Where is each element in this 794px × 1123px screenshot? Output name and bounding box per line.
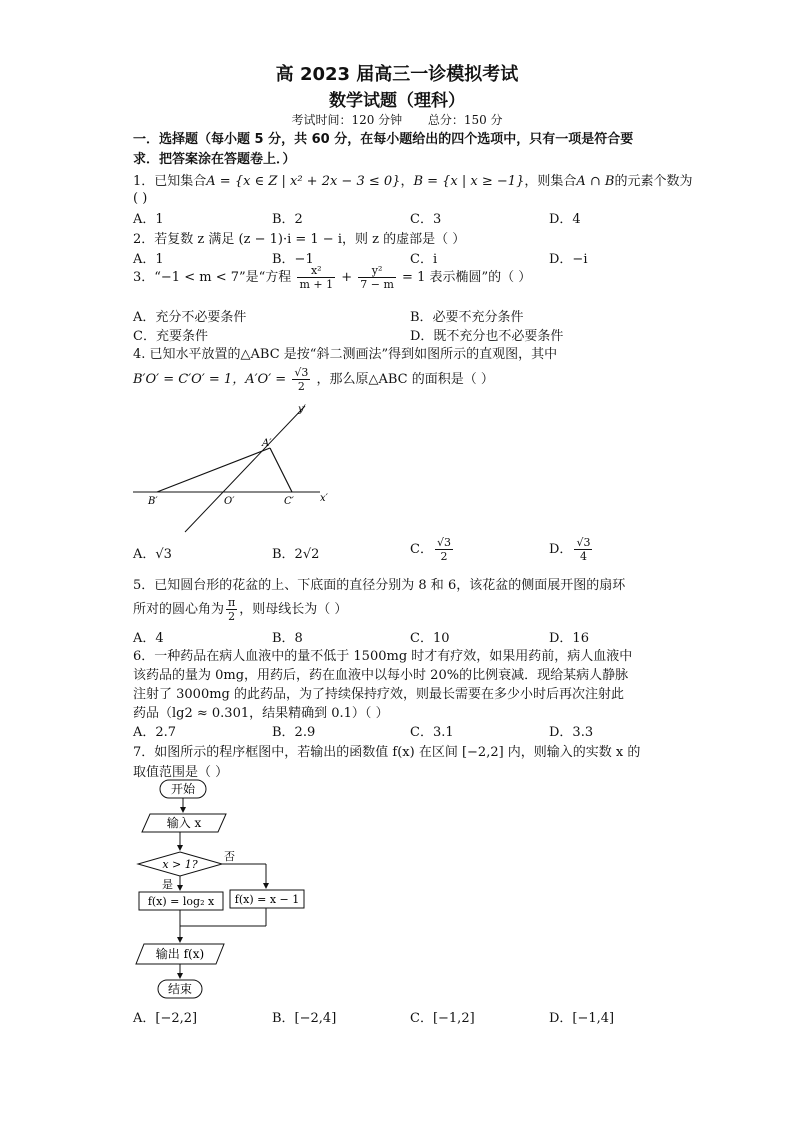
q5-line1: 5．已知圆台形的花盆的上、下底面的直径分别为 8 和 6，该花盆的侧面展开图的扇环 bbox=[133, 578, 626, 593]
q6-option-d[interactable]: D．3.3 bbox=[549, 725, 594, 740]
q7-option-a[interactable]: A．[−2,2] bbox=[133, 1011, 198, 1026]
q5-fraction bbox=[226, 596, 237, 623]
q5-option-c[interactable]: C．10 bbox=[410, 631, 450, 646]
q5-option-a[interactable]: A．4 bbox=[133, 631, 164, 646]
q4-option-c-num: √3 bbox=[436, 536, 451, 549]
label-o: O′ bbox=[224, 496, 235, 507]
q3-text-a: 3．“−1 < m < 7”是“方程 bbox=[133, 270, 292, 285]
q5-line2 bbox=[133, 596, 347, 623]
q4-figure bbox=[130, 398, 335, 534]
label-y: y′ bbox=[298, 404, 306, 415]
q3-fraction-y bbox=[358, 264, 396, 291]
q2-option-b[interactable]: B．−1 bbox=[272, 252, 314, 267]
q5-option-b[interactable]: B．8 bbox=[272, 631, 303, 646]
q1-stem bbox=[133, 170, 692, 189]
q4-option-c-fraction bbox=[435, 536, 453, 563]
section-heading-line1: 一．选择题（每小题 5 分，共 60 分，在每小题给出的四个选项中，只有一项是符合要 bbox=[133, 132, 634, 147]
q1-set-a: A = {x ∈ Z | x² + 2x − 3 ≤ 0} bbox=[206, 174, 401, 189]
flow-start-label: 开始 bbox=[170, 782, 196, 796]
q1-option-b[interactable]: B．2 bbox=[272, 212, 303, 227]
q4-option-d-num: √3 bbox=[576, 536, 591, 549]
q6-line4: 药品（lg2 ≈ 0.301，结果精确到 0.1）（ ） bbox=[133, 706, 389, 721]
q3-num1: x² bbox=[297, 264, 335, 278]
q3-fraction-x bbox=[297, 264, 335, 291]
q7-option-c[interactable]: C．[−1,2] bbox=[410, 1011, 475, 1026]
total-score: 总分：150 分 bbox=[427, 113, 503, 127]
q1-option-c[interactable]: C．3 bbox=[410, 212, 442, 227]
q7-flowchart bbox=[130, 776, 310, 1004]
q6-line3: 注射了 3000mg 的此药品，为了持续保持疗效，则最长需要在多少小时后再次注射此 bbox=[133, 687, 624, 702]
q4-line2-b: ，那么原△ABC 的面积是（ ） bbox=[316, 372, 494, 387]
flow-input-label: 输入 x bbox=[166, 816, 202, 830]
q3-num2: y² bbox=[358, 264, 396, 278]
label-a: A′ bbox=[262, 438, 272, 449]
y-axis bbox=[185, 406, 305, 532]
q4-option-d-label: D． bbox=[549, 542, 573, 557]
q4-frac-den: 2 bbox=[297, 380, 305, 393]
q3-option-c[interactable]: C．充要条件 bbox=[133, 329, 208, 344]
q4-line2 bbox=[133, 366, 494, 393]
q3-den2: 7 − m bbox=[360, 278, 394, 291]
q7-line2: 取值范围是（ ） bbox=[133, 765, 229, 780]
q5-line2-a: 所对的圆心角为 bbox=[133, 602, 225, 617]
q4-frac-num: √3 bbox=[294, 366, 309, 379]
segment-ac bbox=[270, 448, 292, 492]
exam-time: 考试时间：120 分钟 bbox=[291, 113, 403, 127]
q6-line1: 6．一种药品在病人血液中的量不低于 1500mg 时才有疗效，如果用药前，病人血液中 bbox=[133, 649, 633, 664]
q1-set-b: B = {x | x ≥ −1} bbox=[413, 174, 525, 189]
q3-option-b[interactable]: B．必要不充分条件 bbox=[410, 310, 524, 325]
flow-yes-label: 是 bbox=[162, 878, 173, 891]
q4-line2-a: B′O′ = C′O′ = 1，A′O′ = bbox=[133, 372, 287, 387]
q1-text-c: ，则集合 bbox=[524, 174, 577, 189]
q4-option-d[interactable] bbox=[549, 536, 594, 563]
q5-frac-num: π bbox=[228, 596, 236, 609]
exam-subtitle: 数学试题（理科） bbox=[329, 91, 465, 111]
q1-text-a: 1．已知集合 bbox=[133, 174, 207, 189]
q2-stem: 2．若复数 z 满足 (z − 1)·i = 1 − i，则 z 的虚部是（ ） bbox=[133, 232, 466, 247]
flow-no-label: 否 bbox=[224, 850, 235, 863]
flow-end-label: 结束 bbox=[167, 982, 193, 996]
q6-option-c[interactable]: C．3.1 bbox=[410, 725, 454, 740]
q1-text-d: 的元素个数为 bbox=[614, 174, 693, 189]
label-c: C′ bbox=[284, 496, 294, 507]
q4-option-d-den: 4 bbox=[579, 550, 587, 563]
q3-option-d[interactable]: D．既不充分也不必要条件 bbox=[410, 329, 564, 344]
q4-option-a[interactable]: A．√3 bbox=[133, 547, 172, 562]
q1-paren: ( ) bbox=[133, 191, 148, 206]
q4-option-c[interactable] bbox=[410, 536, 455, 563]
flow-decision-label: x > 1? bbox=[162, 858, 198, 871]
q4-option-b[interactable]: B．2√2 bbox=[272, 547, 320, 562]
q2-option-c[interactable]: C．i bbox=[410, 252, 438, 267]
q1-text-b: ， bbox=[400, 174, 414, 189]
flow-right-label: f(x) = x − 1 bbox=[234, 893, 300, 906]
q3-plus: + bbox=[341, 270, 353, 285]
q7-line1: 7．如图所示的程序框图中，若输出的函数值 f(x) 在区间 [−2,2] 内，则输入的实数 x 的 bbox=[133, 745, 641, 760]
q3-option-a[interactable]: A．充分不必要条件 bbox=[133, 310, 247, 325]
q3-text-b: = 1 表示椭圆”的（ ） bbox=[402, 270, 532, 285]
q6-option-b[interactable]: B．2.9 bbox=[272, 725, 316, 740]
exam-title: 高 2023 届高三一诊模拟考试 bbox=[275, 64, 519, 85]
q7-option-d[interactable]: D．[−1,4] bbox=[549, 1011, 615, 1026]
q1-option-a[interactable]: A．1 bbox=[133, 212, 164, 227]
exam-meta bbox=[0, 111, 794, 128]
q1-option-d[interactable]: D．4 bbox=[549, 212, 581, 227]
q5-frac-den: 2 bbox=[228, 610, 236, 623]
q3-stem bbox=[133, 264, 531, 291]
section-heading-line2: 求．把答案涂在答题卷上．） bbox=[133, 152, 296, 167]
q5-option-d[interactable]: D．16 bbox=[549, 631, 589, 646]
q6-line2: 该药品的量为 0mg，用药后，药在血液中以每小时 20%的比例衰减．现给某病人静脉 bbox=[133, 668, 629, 683]
q4-option-c-label: C． bbox=[410, 542, 433, 557]
q5-line2-b: ，则母线长为（ ） bbox=[239, 602, 348, 617]
q4-fraction bbox=[292, 366, 310, 393]
segment-ab bbox=[157, 448, 270, 492]
q1-intersection: A ∩ B bbox=[576, 174, 615, 189]
flow-left-label: f(x) = log₂ x bbox=[147, 895, 215, 908]
label-x: x′ bbox=[320, 493, 328, 504]
q3-den1: m + 1 bbox=[299, 278, 334, 291]
q7-option-b[interactable]: B．[−2,4] bbox=[272, 1011, 337, 1026]
q4-line1: 4. 已知水平放置的△ABC 是按“斜二测画法”得到如图所示的直观图，其中 bbox=[133, 347, 558, 362]
q4-option-c-den: 2 bbox=[440, 550, 448, 563]
flow-output-label: 输出 f(x) bbox=[155, 947, 205, 961]
label-b: B′ bbox=[148, 496, 158, 507]
q2-option-d[interactable]: D．−i bbox=[549, 252, 588, 267]
q2-option-a[interactable]: A．1 bbox=[133, 252, 164, 267]
q6-option-a[interactable]: A．2.7 bbox=[133, 725, 177, 740]
q4-option-d-fraction bbox=[574, 536, 592, 563]
